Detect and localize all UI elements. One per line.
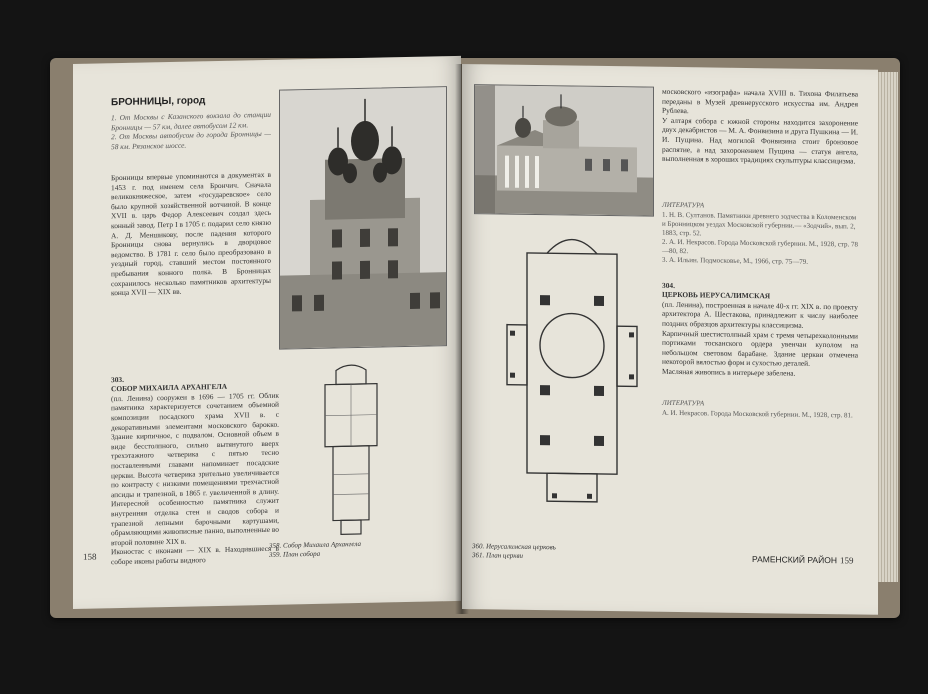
literature-label-2: ЛИТЕРАТУРА [662,398,705,408]
cathedral-plan [311,363,391,540]
caption-right: 360. Иерусалимская церковь 361. План церкви [472,542,556,560]
church-illustration [475,85,653,215]
page-number-right: 159 [840,555,854,566]
entry-304-number: 304. [662,280,675,290]
literature-list-1: 1. Н. В. Султанов. Памятники древнего зодчества в Коломенском и Бронницком уездах Московской губернии.— «Зодчий», вып. 2, 1883, стр. 52. 2. А. И. Некрасов. Города Московской губернии. М., 1928, стр. 78—80, 82. 3. А. Ильин. Подмосковье, М., 1966, стр. 75—79. [662,210,858,266]
left-page [73,56,461,609]
entry-303-number: 303. [111,374,124,384]
entry-304-heading: ЦЕРКОВЬ ИЕРУСАЛИМСКАЯ [662,289,771,301]
entry-303-heading: СОБОР МИХАИЛА АРХАНГЕЛА [111,381,228,394]
caption-left: 358. Собор Михаила Архангела 359. План собора [269,539,361,559]
entry-304-body: (пл. Ленина), построенная в начале 40-х гг. XIX в. по проекту архитектора А. Шестакова, принадлежит к числу наиболее поздних образцов архитектуры классицизма. Карпичный шестистолпный храм с тремя четырехколонными портиками тосканского ордера увенчан куполом на небольшом световом барабане. Здание церкви отмечена некоторой вялостью форм и сухостью деталей. Масляная живопись в интерьере забелена. [662,299,858,378]
page-number-left: 158 [83,551,97,562]
entry-303-body: (пл. Ленина) сооружен в 1696 — 1705 гг. Облик памятника характеризуется сочетанием объемной композиции посадского храма XVII в. с декоративными элементами московского барокко. Здание кирпичное, с подвалом. Основной объем в виде бесстолпного, сильно вытянутого вверх трехэтажного четверика с пятью тесно поставленными главами напоминает посадские церкви. Высота четверика зрительно увеличивается по контрасту с низкими помещениями трехчастной апсиды и трапезной, в 1865 г. увеличенной в длину. Интересной особенностью памятника служит внутренняя отделка стен и сводов собора и трапезной лепными барочными картушами, обрамляющими живописные панно, выполненные во второй половине XIX в. Иконостас с иконами — XIX в. Находившиеся в соборе иконы работы видного [111,390,279,567]
literature-list-2: А. И. Некрасов. Города Московской губернии. М., 1928, стр. 81. [662,408,853,420]
church-photo [474,84,654,217]
cathedral-photo [279,86,447,350]
entry-304-text [662,271,858,379]
continuation-text: московского «изографа» начала XVIII в. Тихона Филатьева переданы в Музей древнерусского искусства им. Андрея Рублева. У алтаря собора с южной стороны находится захоронение двух декабристов — М. А. Фонвизина и друга Пушкина — И. И. Пущина. Над могилой Фонвизина стоит бронзовое распятие, а над захоронением Пущина — статуя ангела, выполненная в хороших традициях скульптуры классицизма. [662,86,858,166]
history-text: Бронницы впервые упоминаются в документах в 1453 г. под именем села Брончич. Сначала великокняжеское, затем «государевское» село было крупной хозяйственной вотчиной. В конце XVII в. царь Федор Алексеевич создал здесь конный завод. Петр I в 1705 г. подарил село князю А. Д. Меншикову, после падения которого Бронницы снова вернулись в дворцовое ведомство. В 1781 г. село было преобразовано в уездный город, ставший местом постоянного пребывания конного полка. В Бронницах сохранилось несколько памятников архитектуры конца XVII — XIX вв. [111,169,271,298]
right-page [462,64,878,615]
cathedral-illustration [280,87,446,348]
town-title: БРОННИЦЫ, город [111,95,206,109]
church-plan-drawing [502,225,642,527]
entry-303-text [111,362,279,567]
running-head: РАМЕНСКИЙ РАЙОН [752,554,837,566]
directions-text: 1. От Москвы с Казанского вокзала до станции Бронницы — 57 км, далее автобусом 12 км. 2. От Москвы автобусом до города Бронницы — 58 км. Рязанское шоссе. [111,109,271,151]
page-edges [876,72,898,582]
church-plan [502,225,642,527]
literature-label-1: ЛИТЕРАТУРА [662,200,705,210]
cathedral-plan-drawing [311,363,391,540]
